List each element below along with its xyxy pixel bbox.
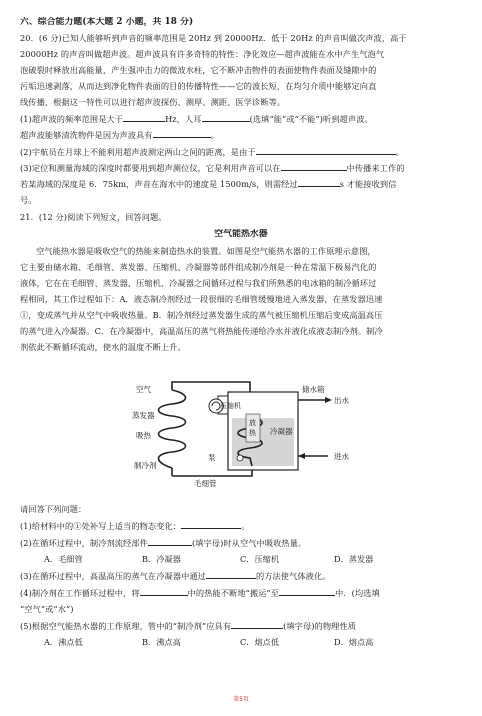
q21-sub2-option-a: A．毛细管	[44, 554, 83, 564]
q21-sub5-text-b: (填字母)的物理性质	[283, 621, 356, 631]
q21-sub2	[20, 538, 466, 548]
refrigerant-pipe	[172, 382, 250, 390]
questions-intro: 请回答下列问题：	[20, 504, 87, 514]
answer-blank[interactable]	[256, 147, 396, 155]
article-line-7: 剂依此不断循环流动，使水的温度不断上升。	[20, 342, 186, 352]
arrow-right-icon	[325, 397, 332, 403]
q20-sub1-text-a: (1)超声波的频率范围是大于	[20, 114, 124, 124]
answer-blank[interactable]	[148, 538, 192, 546]
q21-sub1-text-a: (1)给材料中的①处补写上适当的物态变化：	[20, 521, 182, 531]
q20-sub1-text-e: 。	[210, 130, 219, 140]
label-tank: 储水箱	[302, 385, 325, 394]
label-capillary: 毛细管	[194, 479, 217, 488]
article-line-5: ①，变成蒸气并从空气中吸收热量。B．制冷剂经过蒸发器生成的蒸气被压缩机压缩后变成高温高压	[20, 310, 383, 320]
heat-pump-diagram	[132, 372, 370, 488]
answer-blank[interactable]	[206, 571, 256, 579]
q21-sub1-text-b: 。	[241, 521, 250, 531]
label-water-in: 进水	[334, 452, 349, 461]
label-refrigerant: 制冷剂	[134, 461, 157, 470]
label-heat-release-1: 放	[249, 419, 256, 427]
q21-sub2-text-a: (2)在循环过程中，制冷剂流经部件	[20, 538, 148, 548]
q21-sub1	[20, 521, 466, 531]
q20-sub3	[20, 163, 466, 173]
q20-sub3-text-b: 中传播来工作的	[346, 163, 405, 173]
q20-sub3-text-c: 若某海域的深度是 6．75km，声音在海水中的速度是 1500m/s，则需经过	[20, 179, 298, 189]
answer-blank[interactable]	[281, 163, 347, 171]
q21-intro: 21．(12 分)阅读下列短文，回答问题。	[20, 212, 167, 222]
label-evaporator: 蒸发器	[132, 411, 155, 420]
q20-sub1-text-b: Hz，人耳	[165, 114, 202, 124]
q20-sub2-text-a: (2)宇航员在月球上不能利用超声波测定两山之间的距离，是由于	[20, 147, 256, 157]
article-line-3: 液体，它在在毛细管、蒸发器、压缩机、冷凝器之间循环过程与我们所熟悉的电冰箱的制冷循环过	[20, 278, 377, 288]
pump-icon	[237, 455, 243, 461]
q21-sub4-text-b: 中的热能不断地“搬运”至	[187, 588, 280, 598]
q21-sub5-text-a: (5)根据空气能热水器的工作原理，管中的“制冷剂”应具有	[20, 621, 232, 631]
label-heat-release-2: 热	[249, 429, 256, 437]
article-line-1: 空气能热水器是吸收空气的热能来制造热水的装置。如图是空气能热水器的工作原理示意图，	[36, 246, 376, 256]
q20-line-4: 污垢迅速剥落，从而达到净化物件表面的目的传播特性——它的波长短，在均匀介质中能够定向直	[20, 81, 377, 91]
answer-blank[interactable]	[202, 114, 250, 122]
page-number: 第5页	[233, 696, 249, 703]
q20-sub3-end: 号。	[20, 195, 37, 205]
q21-sub5-option-c: C．熔点低	[240, 637, 280, 647]
q20-sub1-text-d: 超声波能够清洗物件是因为声波具有	[20, 130, 153, 140]
q21-sub3	[20, 571, 466, 581]
q20-line-2: 20000Hz 的声音叫做超声波。超声波具有许多奇特的特性：净化效应—超声波能在水中产生气泡气	[20, 49, 385, 59]
q21-sub4	[20, 588, 466, 598]
answer-blank[interactable]	[298, 179, 340, 187]
q21-sub2-text-b: (填字母)时从空气中吸收热量。	[191, 538, 307, 548]
q20-sub1	[20, 114, 466, 124]
q21-sub4-text-a: (4)制冷剂在工作循环过程中，将	[20, 588, 140, 598]
q20-sub3-text-d: s 才能接收到信	[339, 179, 397, 189]
answer-blank[interactable]	[140, 588, 188, 596]
q20-sub2-text-b: 。	[395, 147, 404, 157]
q20-sub2	[20, 147, 466, 157]
label-pump: 泵	[208, 453, 216, 462]
evaporator-coil	[159, 390, 186, 468]
label-heat-absorb: 吸热	[136, 431, 151, 440]
label-air: 空气	[136, 385, 151, 394]
q21-sub5	[20, 621, 466, 631]
section-heading: 六、综合能力题(本大题 2 小题，共 18 分)	[20, 17, 194, 27]
label-hot-out: 出水	[334, 396, 349, 405]
q20-line-3: 泡破裂时释放出高能量，产生强冲击力的微波水柱，它不断冲击物件的表面使物件表面及缝隙中的	[20, 65, 377, 75]
answer-blank[interactable]	[181, 521, 241, 529]
answer-blank[interactable]	[231, 621, 283, 629]
q20-sub3-cont	[20, 179, 466, 189]
q20-sub1-text-c: (选填“能”或“不能”)听到超声波。	[249, 114, 373, 124]
q20-line-1: 20．(6 分)已知人能够听到声音的频率范围是 20Hz 到 20000Hz．低于 20Hz 的声音叫做次声波，高于	[20, 33, 407, 43]
q21-sub2-option-d: D．蒸发器	[334, 554, 374, 564]
q21-sub3-text-b: 的方法使气体液化。	[255, 571, 331, 581]
q21-sub2-option-b: B．冷凝器	[142, 554, 181, 564]
article-line-6: 的蒸气进入冷凝器。C．在冷凝器中，高温高压的蒸气将热能传递给冷水并液化成液态制冷剂。制冷	[20, 326, 383, 336]
q21-sub5-option-d: D．熔点高	[334, 637, 374, 647]
q20-sub3-text-a: (3)定位和测量海域的深度时都要用到超声测位仪，它是利用声音可以在	[20, 163, 281, 173]
q21-sub4-text-c: 中．(均选填	[335, 588, 380, 598]
q20-line-5: 线传播，根据这一特性可以进行超声波探伤、测厚、测距、医学诊断等。	[20, 97, 286, 107]
q21-sub5-option-b: B．沸点高	[142, 637, 181, 647]
q21-sub5-option-a: A．沸点低	[44, 637, 83, 647]
label-compressor: 压缩机	[220, 402, 241, 410]
q20-sub1-cont	[20, 130, 466, 140]
answer-blank[interactable]	[123, 114, 165, 122]
answer-blank[interactable]	[153, 130, 211, 138]
label-condenser: 冷凝器	[270, 427, 293, 436]
q21-sub3-text-a: (3)在循环过程中，高温高压的蒸气在冷凝器中通过	[20, 571, 206, 581]
q21-sub4-cont: “空气”或“水”)	[20, 604, 74, 614]
article-line-4: 程相同，其工作过程如下：A．液态制冷剂经过一段很细的毛细管缓慢地进入蒸发器，在蒸发器迅速	[20, 294, 383, 304]
answer-blank[interactable]	[279, 588, 335, 596]
article-title: 空气能热水器	[214, 229, 268, 239]
article-line-2: 它主要由储水箱、毛细管、蒸发器、压缩机、冷凝器等部件组成制冷剂是一种在常温下极易汽化的	[20, 262, 377, 272]
q21-sub2-option-c: C．压缩机	[240, 554, 280, 564]
arrow-left-icon	[298, 453, 305, 459]
